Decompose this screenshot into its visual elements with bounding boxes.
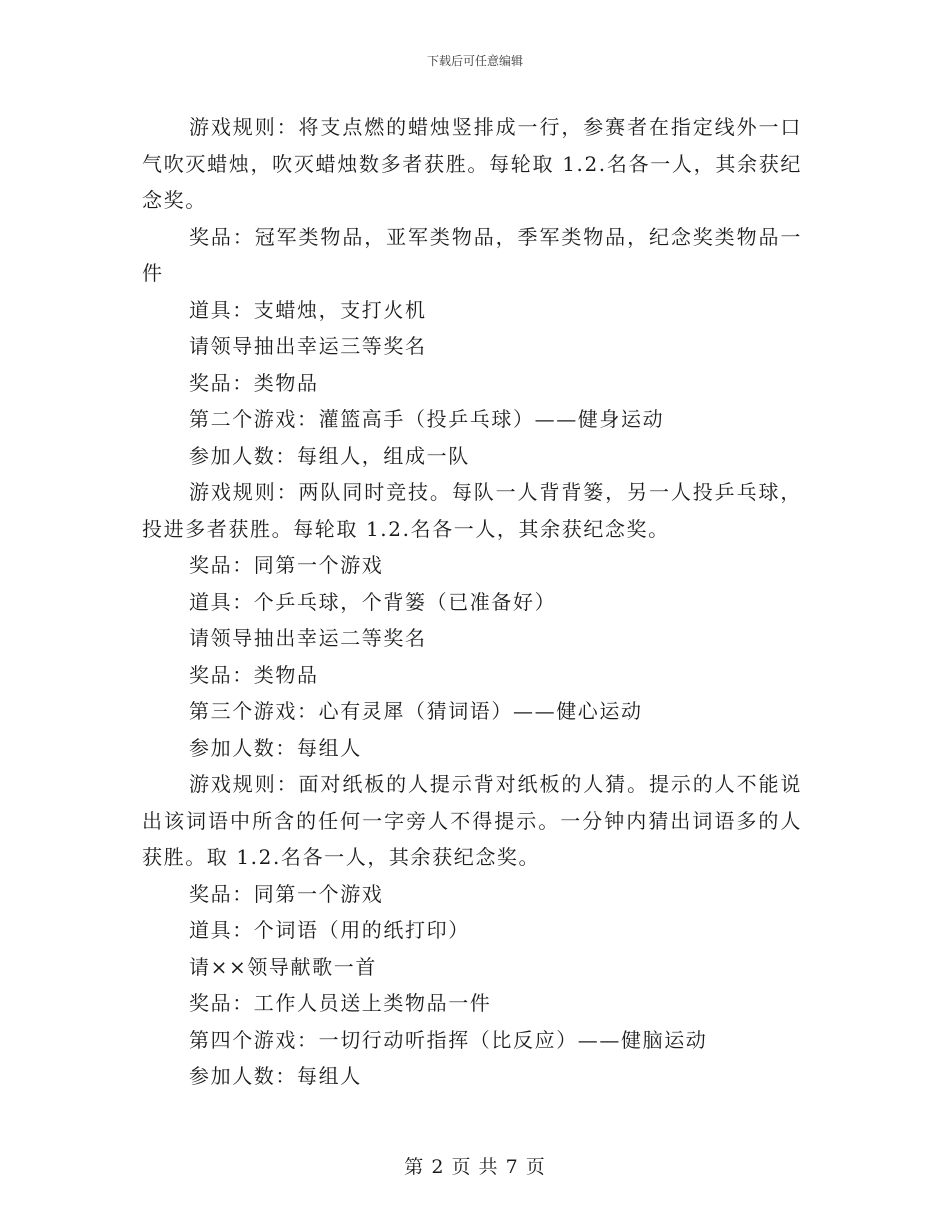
page-number-footer bbox=[0, 1152, 950, 1179]
paragraph: 奖品：同第一个游戏 bbox=[189, 553, 384, 577]
paragraph: 第二个游戏：灌篮高手（投乒乓球）——健身运动 bbox=[189, 407, 665, 431]
paragraph: 奖品：类物品 bbox=[189, 370, 319, 395]
header-note: 下载后可任意编辑 bbox=[426, 54, 523, 68]
paragraph: 第三个游戏：心有灵犀（猜词语）——健心运动 bbox=[189, 699, 643, 723]
paragraph: 参加人数：每组人 bbox=[189, 1064, 362, 1088]
page-current: 2 bbox=[431, 1156, 445, 1178]
paragraph: 请领导抽出幸运二等奖名 bbox=[189, 626, 427, 650]
page-prefix: 第 bbox=[404, 1156, 425, 1178]
paragraph: 游戏规则：两队同时竞技。每队一人背背篓，另一人投乒乓球，投进多者获胜。每轮取 1.2.名各一人，其余获纪念奖。 bbox=[142, 480, 802, 541]
paragraph: 道具：支蜡烛，支打火机 bbox=[189, 297, 427, 322]
paragraph: 请领导抽出幸运三等奖名 bbox=[189, 334, 427, 358]
page-suffix: 页 bbox=[525, 1156, 546, 1178]
paragraph: 游戏规则：将支点燃的蜡烛竖排成一行，参赛者在指定线外一口气吹灭蜡烛，吹灭蜡烛数多者获胜。每轮取 1.2.名各一人，其余获纪念奖。 bbox=[142, 115, 802, 212]
paragraph: 奖品：冠军类物品，亚军类物品，季军类物品，纪念奖类物品一件 bbox=[142, 224, 802, 285]
paragraph: 道具：个乒乓球，个背篓（已准备好） bbox=[189, 589, 557, 614]
document-body bbox=[142, 109, 802, 1095]
page-mid: 页 共 bbox=[451, 1156, 499, 1178]
paragraph: 参加人数：每组人，组成一队 bbox=[189, 443, 470, 468]
page-total: 7 bbox=[505, 1156, 519, 1178]
paragraph: 游戏规则：面对纸板的人提示背对纸板的人猜。提示的人不能说出该词语中所含的任何一字旁人不得提示。一分钟内猜出词语多的人获胜。取 1.2.名各一人，其余获纪念奖。 bbox=[142, 772, 802, 869]
paragraph: 请××领导献歌一首 bbox=[189, 954, 377, 979]
paragraph: 奖品：类物品 bbox=[189, 662, 319, 687]
paragraph: 奖品：工作人员送上类物品一件 bbox=[189, 991, 492, 1015]
paragraph: 奖品：同第一个游戏 bbox=[189, 881, 384, 906]
paragraph: 第四个游戏：一切行动听指挥（比反应）——健脑运动 bbox=[189, 1027, 708, 1052]
paragraph: 参加人数：每组人 bbox=[189, 735, 362, 760]
paragraph: 道具：个词语（用的纸打印） bbox=[189, 918, 470, 942]
